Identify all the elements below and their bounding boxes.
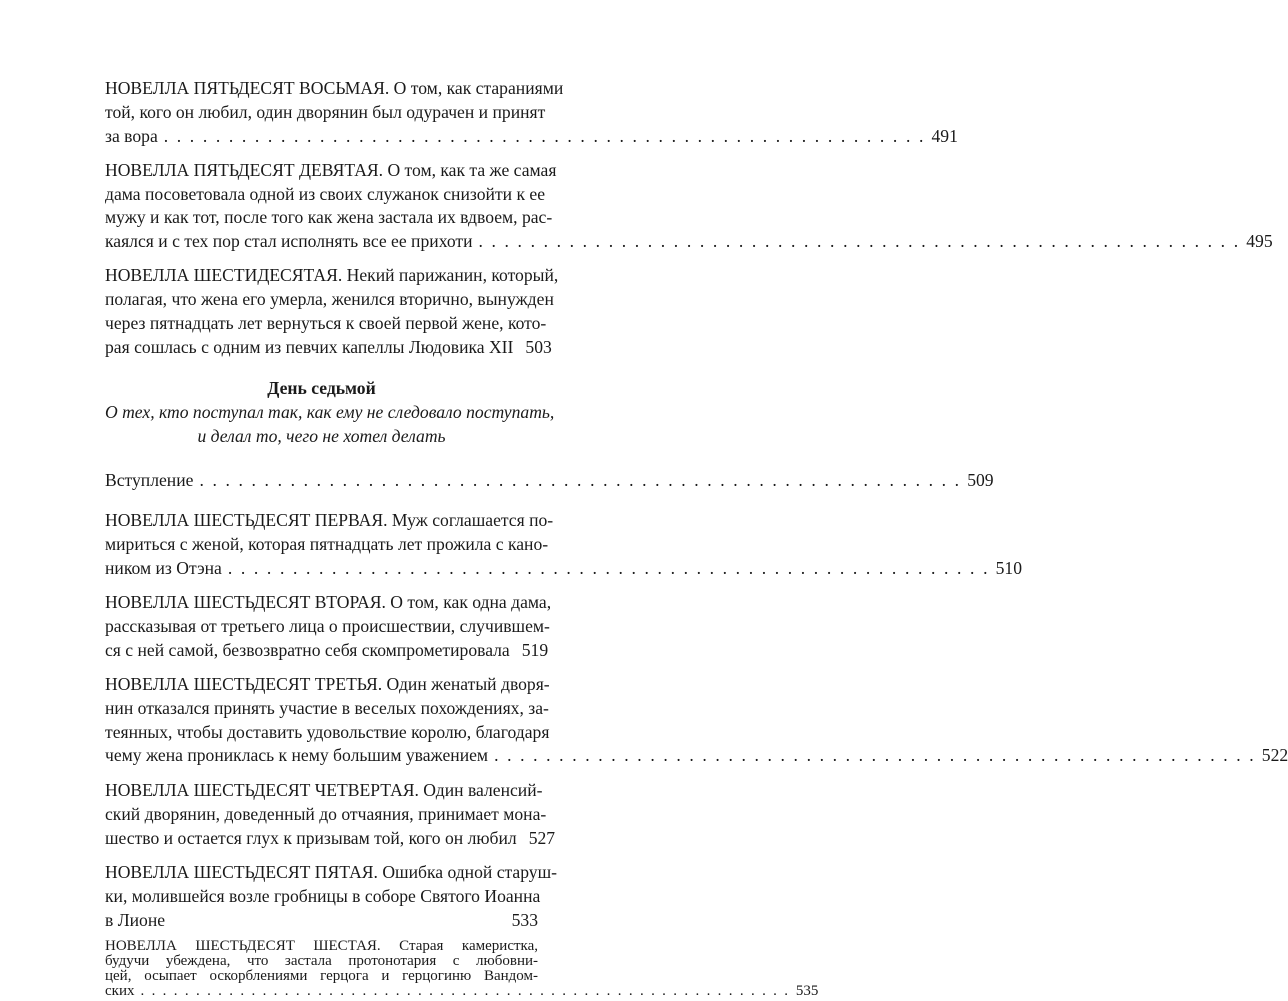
entry-text-line: ся с ней самой, безвозвратно себя скомпрометировала <box>105 640 510 660</box>
entry-last-line <box>105 826 556 850</box>
dot-leader: . . . . . . . . . . . . . . . . . . . . . . . . . . . . . . . . . . . . . . . . . . . . . . . . . . . . . . . . . . . <box>199 470 962 490</box>
dot-leader: . . . . . . . . . . . . . . . . . . . . . . . . . . . . . . . . . . . . . . . . . . . . . . . . . . . . . . . . . . . <box>227 558 990 578</box>
entry-text-line: НОВЕЛЛА ШЕСТЬДЕСЯТ ЧЕТВЕРТАЯ. Один валенсий- <box>105 780 543 800</box>
page-ref[interactable]: 503 <box>525 337 552 357</box>
entry-text-line: мужу и как тот, после того как жена застала их вдвоем, рас- <box>105 207 553 227</box>
entry-text-line: НОВЕЛЛА ШЕСТЬДЕСЯТ ПЯТАЯ. Ошибка одной старуш- <box>105 862 557 882</box>
entry-last-line <box>105 983 819 999</box>
entry-text-line: НОВЕЛЛА ШЕСТИДЕСЯТАЯ. Некий парижанин, который, <box>105 265 559 285</box>
entry-text-line: шество и остается глух к призывам той, кого он любил <box>105 828 517 848</box>
entry-text-line: Вступление <box>105 470 194 490</box>
entry-text-line: НОВЕЛЛА ПЯТЬДЕСЯТ ДЕВЯТАЯ. О том, как та же самая <box>105 160 557 180</box>
entry-text-line: НОВЕЛЛА ПЯТЬДЕСЯТ ВОСЬМАЯ. О том, как стараниями <box>105 78 564 98</box>
entry-last-line <box>105 229 1273 253</box>
entry-text-line: за вора <box>105 126 158 146</box>
entry-text-line: ки, молившейся возле гробницы в соборе Святого Иоанна <box>105 886 541 906</box>
section-subtitle: и делал то, чего не хотел делать <box>197 426 446 446</box>
dot-leader: . . . . . . . . . . . . . . . . . . . . . . . . . . . . . . . . . . . . . . . . . . . . . . . . . . . . . . . . . . . <box>478 231 1241 251</box>
page-ref[interactable]: 495 <box>1246 231 1273 251</box>
entry-text-line: НОВЕЛЛА ШЕСТЬДЕСЯТ ТРЕТЬЯ. Один женатый дворя- <box>105 674 550 694</box>
entry-text-line: дама посоветовала одной из своих служанок снизойти к ее <box>105 184 546 204</box>
dot-leader: . . . . . . . . . . . . . . . . . . . . . . . . . . . . . . . . . . . . . . . . . . . . . . . . . . . . . . . . . . . <box>494 745 1256 765</box>
entry-text-line: будучи убеждена, что застала протонотария с любовни- <box>105 953 538 969</box>
entry-last-line <box>105 743 1288 767</box>
entry-text-line: ских <box>105 983 135 999</box>
page-ref[interactable]: 533 <box>511 910 538 930</box>
page-ref[interactable]: 509 <box>967 470 994 490</box>
entry-text-line: НОВЕЛЛА ШЕСТЬДЕСЯТ ПЕРВАЯ. Муж соглашается по- <box>105 510 554 530</box>
entry-last-line <box>105 638 549 662</box>
entry-text-line: рая сошлась с одним из певчих капеллы Людовика XII <box>105 337 514 357</box>
page-ref[interactable]: 510 <box>995 558 1022 578</box>
section-heading: День седьмой <box>267 378 376 398</box>
dot-leader: . . . . . . . . . . . . . . . . . . . . . . . . . . . . . . . . . . . . . . . . . . . . . . . . . . . . . . . . . . . <box>140 983 790 999</box>
page-ref[interactable]: 527 <box>528 828 556 848</box>
entry-text-line: через пятнадцать лет вернуться к своей первой жене, кото- <box>105 313 547 333</box>
entry-text-line: чему жена прониклась к нему большим уважением <box>105 745 489 765</box>
page-ref[interactable]: 491 <box>931 126 958 146</box>
entry-text-line: ский дворянин, доведенный до отчаяния, принимает мона- <box>105 804 547 824</box>
entry-last-line <box>105 556 1022 580</box>
page-ref[interactable]: 519 <box>521 640 549 660</box>
entry-text-line: НОВЕЛЛА ШЕСТЬДЕСЯТ ШЕСТАЯ. Старая камеристка, <box>105 938 538 954</box>
entry-text-line: полагая, что жена его умерла, женился вторично, вынужден <box>105 289 554 309</box>
entry-last-line <box>105 908 538 932</box>
entry-text-line: ником из Отэна <box>105 558 222 578</box>
page-ref[interactable]: 522 <box>1261 745 1288 765</box>
page-ref[interactable]: 535 <box>795 983 819 999</box>
entry-text-line: той, кого он любил, один дворянин был одурачен и принят <box>105 102 546 122</box>
section-subtitle: О тех, кто поступал так, как ему не следовало поступать, <box>105 402 555 422</box>
entry-text-line: в Лионе <box>105 910 166 930</box>
entry-text-line: рассказывая от третьего лица о происшествии, случившем- <box>105 616 550 636</box>
entry-last-line <box>105 335 552 359</box>
entry-text-line: цей, осыпает оскорблениями герцога и герцогиню Вандом- <box>105 968 538 984</box>
dot-leader: . . . . . . . . . . . . . . . . . . . . . . . . . . . . . . . . . . . . . . . . . . . . . . . . . . . . . . . . . . . <box>163 126 926 146</box>
toc-entry-intro[interactable] <box>105 468 994 492</box>
entry-text-line: мириться с женой, которая пятнадцать лет прожила с кано- <box>105 534 549 554</box>
entry-text-line: нин отказался принять участие в веселых похождениях, за- <box>105 698 549 718</box>
entry-text-line: каялся и с тех пор стал исполнять все ее прихоти <box>105 231 473 251</box>
entry-text-line: теянных, чтобы доставить удовольствие королю, благодаря <box>105 722 550 742</box>
entry-text-line: НОВЕЛЛА ШЕСТЬДЕСЯТ ВТОРАЯ. О том, как одна дама, <box>105 592 552 612</box>
entry-last-line <box>105 124 958 148</box>
